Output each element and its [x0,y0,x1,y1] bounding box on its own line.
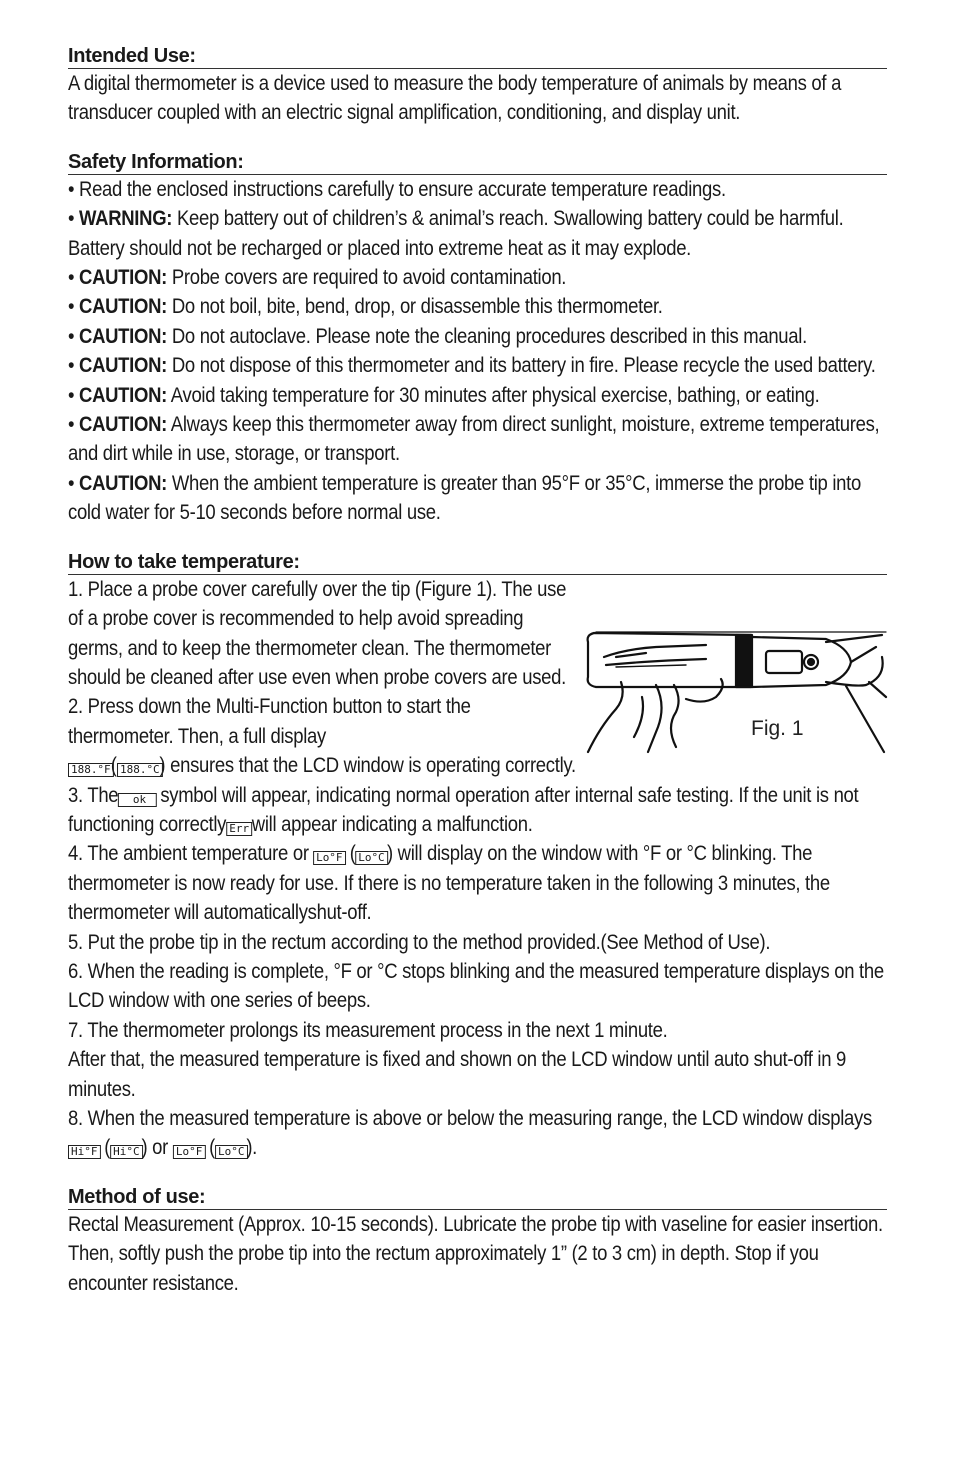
step-2: 2. Press down the Multi-Function button to start the thermometer. Then, a full display [68,694,471,748]
safety-item: • CAUTION: When the ambient temperature is greater than 95°F or 35°C, immerse the probe tip into cold water for 5-10 seconds before normal use. [68,470,861,525]
safety-list [68,175,887,528]
lcd-window-icon [766,651,802,673]
lcd-full-display-c-icon: 188.°C [117,763,163,777]
method-section [68,1185,887,1298]
how-to-heading: How to take temperature: [68,550,887,575]
safety-item: • CAUTION: Do not autoclave. Please note the cleaning procedures described in this manual. [68,323,807,348]
method-text: Rectal Measurement (Approx. 10-15 seconds). Lubricate the probe tip with vaseline for easier insertion. Then, softly push the probe tip into the rectum approximately 1” (2 to 3 cm) in depth. Stop if you encounter resistance. [68,1211,883,1295]
lcd-err-icon: Err [226,822,252,836]
lcd-hi-f-icon: Hi°F [68,1145,100,1159]
safety-item: • CAUTION: Do not boil, bite, bend, drop, or disassemble this thermometer. [68,294,663,319]
lcd-lo-c-icon: Lo°C [215,1145,247,1159]
safety-item: • CAUTION: Avoid taking temperature for 30 minutes after physical exercise, bathing, or eating. [68,382,820,407]
method-heading: Method of use: [68,1185,887,1210]
step-7-cont: After that, the measured temperature is fixed and shown on the LCD window until auto shut-off in 9 minutes. [68,1047,847,1101]
safety-item: • CAUTION: Do not dispose of this thermometer and its battery in fire. Please recycle the used battery. [68,353,876,378]
step-1: 1. Place a probe cover carefully over the tip (Figure 1). The use of a probe cover is recommended to help avoid spreading germs, and to keep the thermometer clean. The thermometer should be cleaned after use even when probe covers are used. [68,576,567,689]
lcd-lo-c-icon: Lo°C [356,851,388,865]
lcd-lo-f-icon: Lo°F [173,1145,205,1159]
step-4: 4. The ambient temperature or Lo°F ( Lo°C) will display on the window with °F or °C blinking. The thermometer is now ready for use. If there is no temperature taken in the following 3 minutes, the thermometer will automaticallyshut-off. [68,841,830,925]
lcd-lo-f-icon: Lo°F [314,851,346,865]
lcd-full-display-f-icon: 188.°F [68,763,114,777]
step-3: 3. The ok symbol will appear, indicating normal operation after internal safe testing. If the unit is not functioning correctly Err will appear indicating a malfunction. [68,782,859,836]
safety-item: • WARNING: Keep battery out of children’s & animal’s reach. Swallowing battery could be harmful. Battery should not be recharged or placed into extreme heat as it may explode. [68,206,844,260]
lcd-ok-icon: ok [118,793,157,807]
intended-use-section [68,44,887,128]
step-5: 5. Put the probe tip in the rectum according to the method provided.(See Method of Use). [68,929,771,954]
step-8: 8. When the measured temperature is above or below the measuring range, the LCD window displays Hi°F ( Hi°C) or Lo°F ( Lo°C). [68,1106,872,1160]
safety-item: • CAUTION: Always keep this thermometer away from direct sunlight, moisture, extreme temperatures, and dirt while in use, storage, or transport. [68,412,880,466]
lcd-hi-c-icon: Hi°C [110,1145,142,1159]
step-6: 6. When the reading is complete, °F or °C stops blinking and the measured temperature displays on the LCD window with one series of beeps. [68,958,884,1013]
safety-heading: Safety Information: [68,150,887,175]
safety-item: • CAUTION: Probe covers are required to avoid contamination. [68,265,567,290]
safety-item: • Read the enclosed instructions carefully to ensure accurate temperature readings. [68,176,726,201]
intended-use-heading: Intended Use: [68,44,887,69]
intended-use-text: A digital thermometer is a device used to measure the body temperature of animals by means of a transducer coupled with an electric signal amplification, conditioning, and display unit. [68,71,842,125]
step-7: 7. The thermometer prolongs its measurement process in the next 1 minute. [68,1017,668,1042]
safety-section [68,150,887,528]
step-2-cont: 188.°F( 188.°C) ensures that the LCD window is operating correctly. [68,751,887,780]
thermometer-figure [586,587,888,757]
figure-label: Fig. 1 [751,717,804,740]
